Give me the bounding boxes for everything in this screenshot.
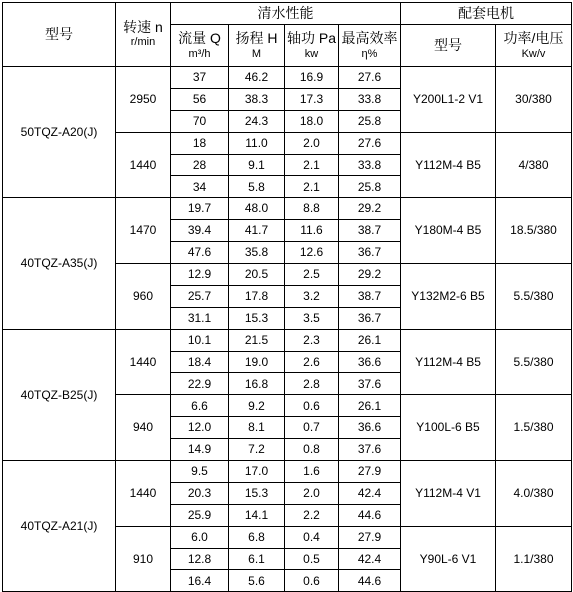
efficiency-cell: 36.7 <box>339 307 401 329</box>
efficiency-cell: 33.8 <box>339 88 401 110</box>
table-row <box>3 329 572 351</box>
shaft-power-cell: 0.6 <box>285 570 339 592</box>
model-cell: 40TQZ-B25(J) <box>3 329 116 460</box>
flow-cell: 70 <box>171 110 229 132</box>
header-head-unit: M <box>251 47 262 60</box>
shaft-power-cell: 8.8 <box>285 198 339 220</box>
flow-cell: 14.9 <box>171 439 229 461</box>
head-cell: 9.2 <box>229 395 285 417</box>
shaft-power-cell: 2.0 <box>285 132 339 154</box>
flow-cell: 19.7 <box>171 198 229 220</box>
speed-cell: 1440 <box>116 132 171 198</box>
speed-cell: 940 <box>116 395 171 461</box>
head-cell: 20.5 <box>229 264 285 286</box>
head-cell: 21.5 <box>229 329 285 351</box>
shaft-power-cell: 0.8 <box>285 439 339 461</box>
efficiency-cell: 36.6 <box>339 351 401 373</box>
speed-cell: 1470 <box>116 198 171 264</box>
shaft-power-cell: 2.3 <box>285 329 339 351</box>
flow-cell: 6.0 <box>171 526 229 548</box>
header-head-label: 扬程 H <box>235 29 278 46</box>
head-cell: 24.3 <box>229 110 285 132</box>
motor-model-cell: Y90L-6 V1 <box>401 526 496 592</box>
header-speed <box>116 3 171 67</box>
flow-cell: 25.9 <box>171 504 229 526</box>
header-efficiency <box>339 25 401 67</box>
motor-model-cell: Y200L1-2 V1 <box>401 67 496 133</box>
shaft-power-cell: 3.5 <box>285 307 339 329</box>
model-cell: 40TQZ-A35(J) <box>3 198 116 329</box>
motor-model-cell: Y132M2-6 B5 <box>401 264 496 330</box>
table-header <box>3 3 572 67</box>
head-cell: 5.6 <box>229 570 285 592</box>
table-row <box>3 461 572 483</box>
efficiency-cell: 36.6 <box>339 417 401 439</box>
speed-cell: 1440 <box>116 329 171 395</box>
header-motor-power-label: 功率/电压 <box>503 29 564 46</box>
header-motor-power <box>496 25 572 67</box>
efficiency-cell: 44.6 <box>339 504 401 526</box>
efficiency-cell: 25.8 <box>339 176 401 198</box>
table-body <box>3 67 572 592</box>
flow-cell: 6.6 <box>171 395 229 417</box>
model-cell: 50TQZ-A20(J) <box>3 67 116 198</box>
header-water-performance <box>171 3 401 25</box>
motor-model-cell: Y100L-6 B5 <box>401 395 496 461</box>
model-cell: 40TQZ-A21(J) <box>3 461 116 592</box>
flow-cell: 25.7 <box>171 285 229 307</box>
shaft-power-cell: 12.6 <box>285 242 339 264</box>
shaft-power-cell: 16.9 <box>285 67 339 89</box>
header-water-performance-label: 清水性能 <box>257 5 314 22</box>
shaft-power-cell: 0.6 <box>285 395 339 417</box>
efficiency-cell: 36.7 <box>339 242 401 264</box>
shaft-power-cell: 2.1 <box>285 154 339 176</box>
motor-model-cell: Y112M-4 V1 <box>401 461 496 527</box>
head-cell: 17.0 <box>229 461 285 483</box>
head-cell: 41.7 <box>229 220 285 242</box>
flow-cell: 22.9 <box>171 373 229 395</box>
efficiency-cell: 44.6 <box>339 570 401 592</box>
header-speed-label: 转速 n <box>123 19 163 36</box>
head-cell: 5.8 <box>229 176 285 198</box>
header-speed-unit: r/min <box>130 36 156 49</box>
efficiency-cell: 25.8 <box>339 110 401 132</box>
shaft-power-cell: 0.4 <box>285 526 339 548</box>
header-motor-power-unit: Kw/v <box>521 47 546 60</box>
header-shaft-power <box>285 25 339 67</box>
header-flow-label: 流量 Q <box>178 29 221 46</box>
efficiency-cell: 33.8 <box>339 154 401 176</box>
flow-cell: 39.4 <box>171 220 229 242</box>
flow-cell: 31.1 <box>171 307 229 329</box>
head-cell: 17.8 <box>229 285 285 307</box>
flow-cell: 12.9 <box>171 264 229 286</box>
efficiency-cell: 26.1 <box>339 395 401 417</box>
efficiency-cell: 27.9 <box>339 526 401 548</box>
efficiency-cell: 38.7 <box>339 220 401 242</box>
header-head <box>229 25 285 67</box>
flow-cell: 12.0 <box>171 417 229 439</box>
table-row <box>3 198 572 220</box>
head-cell: 15.3 <box>229 482 285 504</box>
flow-cell: 12.8 <box>171 548 229 570</box>
table-row <box>3 67 572 89</box>
efficiency-cell: 37.6 <box>339 373 401 395</box>
motor-model-cell: Y112M-4 B5 <box>401 132 496 198</box>
motor-power-cell: 4/380 <box>496 132 572 198</box>
motor-power-cell: 18.5/380 <box>496 198 572 264</box>
head-cell: 48.0 <box>229 198 285 220</box>
motor-power-cell: 30/380 <box>496 67 572 133</box>
motor-power-cell: 5.5/380 <box>496 264 572 330</box>
motor-power-cell: 4.0/380 <box>496 461 572 527</box>
shaft-power-cell: 3.2 <box>285 285 339 307</box>
head-cell: 15.3 <box>229 307 285 329</box>
flow-cell: 34 <box>171 176 229 198</box>
flow-cell: 37 <box>171 67 229 89</box>
motor-power-cell: 1.5/380 <box>496 395 572 461</box>
head-cell: 9.1 <box>229 154 285 176</box>
shaft-power-cell: 2.8 <box>285 373 339 395</box>
head-cell: 6.1 <box>229 548 285 570</box>
speed-cell: 960 <box>116 264 171 330</box>
header-flow <box>171 25 229 67</box>
header-flow-unit: m³/h <box>188 47 211 60</box>
shaft-power-cell: 17.3 <box>285 88 339 110</box>
flow-cell: 28 <box>171 154 229 176</box>
head-cell: 19.0 <box>229 351 285 373</box>
shaft-power-cell: 2.6 <box>285 351 339 373</box>
efficiency-cell: 29.2 <box>339 264 401 286</box>
head-cell: 7.2 <box>229 439 285 461</box>
header-motor <box>401 3 572 25</box>
flow-cell: 47.6 <box>171 242 229 264</box>
speed-cell: 910 <box>116 526 171 592</box>
head-cell: 8.1 <box>229 417 285 439</box>
header-motor-model-label: 型号 <box>434 37 462 54</box>
head-cell: 46.2 <box>229 67 285 89</box>
motor-model-cell: Y112M-4 B5 <box>401 329 496 395</box>
header-shaft-power-unit: kw <box>304 47 319 60</box>
shaft-power-cell: 2.5 <box>285 264 339 286</box>
header-shaft-power-label: 轴功 Pa <box>286 29 336 46</box>
efficiency-cell: 27.6 <box>339 67 401 89</box>
shaft-power-cell: 1.6 <box>285 461 339 483</box>
efficiency-cell: 37.6 <box>339 439 401 461</box>
efficiency-cell: 26.1 <box>339 329 401 351</box>
shaft-power-cell: 18.0 <box>285 110 339 132</box>
head-cell: 38.3 <box>229 88 285 110</box>
flow-cell: 56 <box>171 88 229 110</box>
header-efficiency-label: 最高效率 <box>341 29 398 46</box>
head-cell: 14.1 <box>229 504 285 526</box>
motor-model-cell: Y180M-4 B5 <box>401 198 496 264</box>
efficiency-cell: 42.4 <box>339 548 401 570</box>
efficiency-cell: 27.9 <box>339 461 401 483</box>
motor-power-cell: 1.1/380 <box>496 526 572 592</box>
flow-cell: 18 <box>171 132 229 154</box>
motor-power-cell: 5.5/380 <box>496 329 572 395</box>
flow-cell: 9.5 <box>171 461 229 483</box>
shaft-power-cell: 2.1 <box>285 176 339 198</box>
flow-cell: 18.4 <box>171 351 229 373</box>
flow-cell: 10.1 <box>171 329 229 351</box>
shaft-power-cell: 0.7 <box>285 417 339 439</box>
header-model <box>3 3 116 67</box>
header-model-label: 型号 <box>45 26 73 43</box>
header-row-1 <box>3 3 572 25</box>
efficiency-cell: 42.4 <box>339 482 401 504</box>
flow-cell: 20.3 <box>171 482 229 504</box>
speed-cell: 2950 <box>116 67 171 133</box>
efficiency-cell: 27.6 <box>339 132 401 154</box>
flow-cell: 16.4 <box>171 570 229 592</box>
shaft-power-cell: 11.6 <box>285 220 339 242</box>
header-motor-label: 配套电机 <box>458 5 514 22</box>
shaft-power-cell: 2.2 <box>285 504 339 526</box>
head-cell: 16.8 <box>229 373 285 395</box>
pump-spec-table <box>2 2 572 592</box>
speed-cell: 1440 <box>116 461 171 527</box>
efficiency-cell: 38.7 <box>339 285 401 307</box>
header-efficiency-unit: η% <box>361 47 378 60</box>
head-cell: 6.8 <box>229 526 285 548</box>
shaft-power-cell: 2.0 <box>285 482 339 504</box>
header-motor-model <box>401 25 496 67</box>
efficiency-cell: 29.2 <box>339 198 401 220</box>
head-cell: 11.0 <box>229 132 285 154</box>
shaft-power-cell: 0.5 <box>285 548 339 570</box>
head-cell: 35.8 <box>229 242 285 264</box>
